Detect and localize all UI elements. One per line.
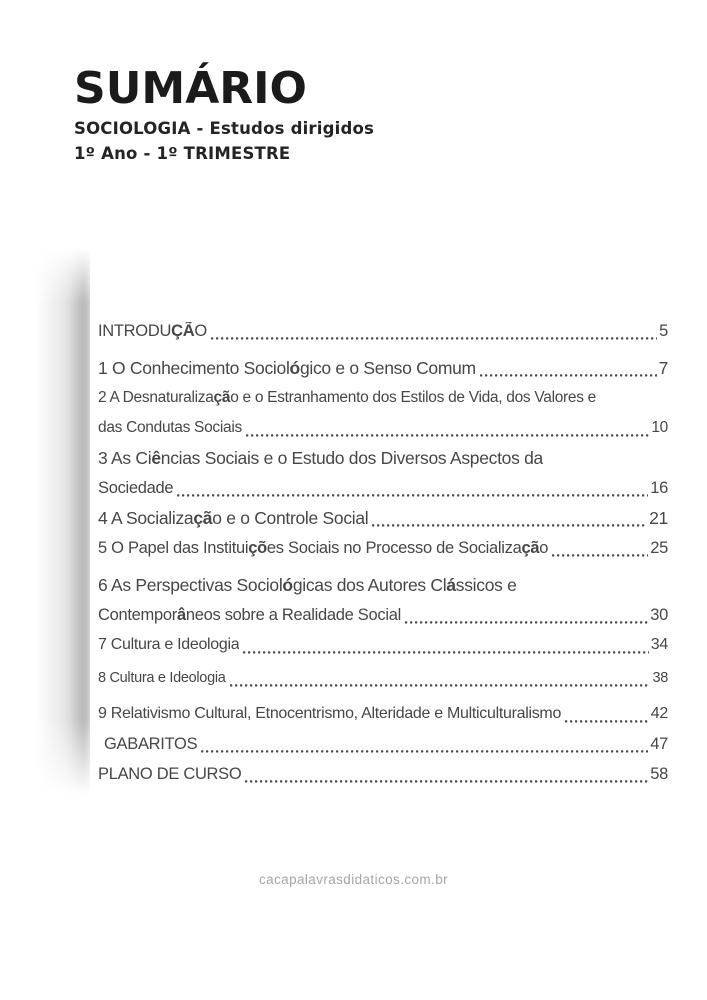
toc-entry-page: 5 (659, 321, 668, 340)
scan-gutter-shadow (36, 248, 90, 796)
toc-entry-label-continued: Contemporâneos sobre a Realidade Social (98, 605, 401, 624)
toc-entry-page: 34 (650, 636, 668, 653)
toc-entry-plano-de-curso (98, 759, 668, 789)
toc-entry-label: 7 Cultura e Ideologia (98, 636, 240, 653)
toc-entry-5 (98, 533, 668, 563)
toc-entry-8 (98, 663, 668, 693)
toc-entry-4 (98, 503, 668, 533)
dot-leader (201, 750, 648, 753)
toc-entry-label: 8 Cultura e Ideologia (98, 670, 226, 686)
dot-leader (243, 651, 648, 654)
toc-entry-label: PLANO DE CURSO (98, 764, 242, 783)
toc-entry-9 (98, 699, 668, 729)
toc-entry-gabaritos (98, 729, 668, 759)
dot-leader (177, 494, 648, 497)
toc-entry-label: 5 O Papel das Instituições Sociais no Processo de Socialização (98, 538, 549, 557)
footer (0, 872, 707, 887)
toc-entry-page: 10 (651, 419, 668, 436)
subtitle-course: SOCIOLOGIA - Estudos dirigidos (74, 118, 375, 138)
toc-entry-label: 2 A Desnaturalização e o Estranhamento dos Estilos de Vida, dos Valores e (98, 389, 596, 406)
toc-entry-page: 30 (650, 605, 668, 624)
toc-entry-introducao (98, 316, 668, 346)
toc-entry-page: 47 (650, 734, 668, 753)
toc-entry-label: 3 As Ciências Sociais e o Estudo dos Diversos Aspectos da (98, 447, 543, 468)
dot-leader (372, 524, 647, 527)
subtitle-grade-term: 1º Ano - 1º TRIMESTRE (74, 143, 291, 163)
toc-entry-label-continued: Sociedade (98, 478, 174, 497)
toc-entry-3 (98, 443, 668, 503)
dot-leader (246, 434, 649, 437)
dot-leader (405, 621, 648, 624)
dot-leader (211, 337, 657, 340)
toc-entry-2 (98, 383, 668, 443)
toc-entry-page: 25 (650, 538, 668, 557)
toc-entry-label: 4 A Socialização e o Controle Social (98, 507, 369, 528)
toc-entry-page: 16 (650, 478, 668, 497)
dot-leader (552, 554, 648, 557)
toc-entry-page: 21 (649, 507, 668, 528)
dot-leader (565, 720, 649, 723)
toc-entry-label: 9 Relativismo Cultural, Etnocentrismo, Alteridade e Multiculturalismo (98, 705, 562, 722)
toc-entry-page: 58 (650, 764, 668, 783)
toc-entry-1 (98, 353, 668, 383)
dot-leader (245, 780, 648, 783)
dot-leader (480, 374, 657, 377)
toc-entry-page: 38 (652, 670, 668, 686)
toc-entry-label: INTRODUÇÃO (98, 321, 207, 340)
toc-entry-page: 42 (650, 705, 668, 722)
toc-entry-label: 6 As Perspectivas Sociológicas dos Autores Clássicos e (98, 574, 517, 595)
toc-entry-label: 1 O Conhecimento Sociológico e o Senso Comum (98, 357, 476, 378)
toc-entry-page: 7 (658, 357, 668, 378)
toc-entry-7 (98, 630, 668, 660)
website-url: cacapalavrasdidaticos.com.br (258, 872, 449, 887)
toc-entry-label: GABARITOS (104, 734, 198, 753)
page-title: SUMÁRIO (74, 63, 307, 114)
header (74, 64, 374, 165)
table-of-contents (98, 316, 668, 789)
toc-entry-6 (98, 570, 668, 630)
dot-leader (230, 684, 651, 687)
toc-entry-label-continued: das Condutas Sociais (98, 419, 242, 436)
